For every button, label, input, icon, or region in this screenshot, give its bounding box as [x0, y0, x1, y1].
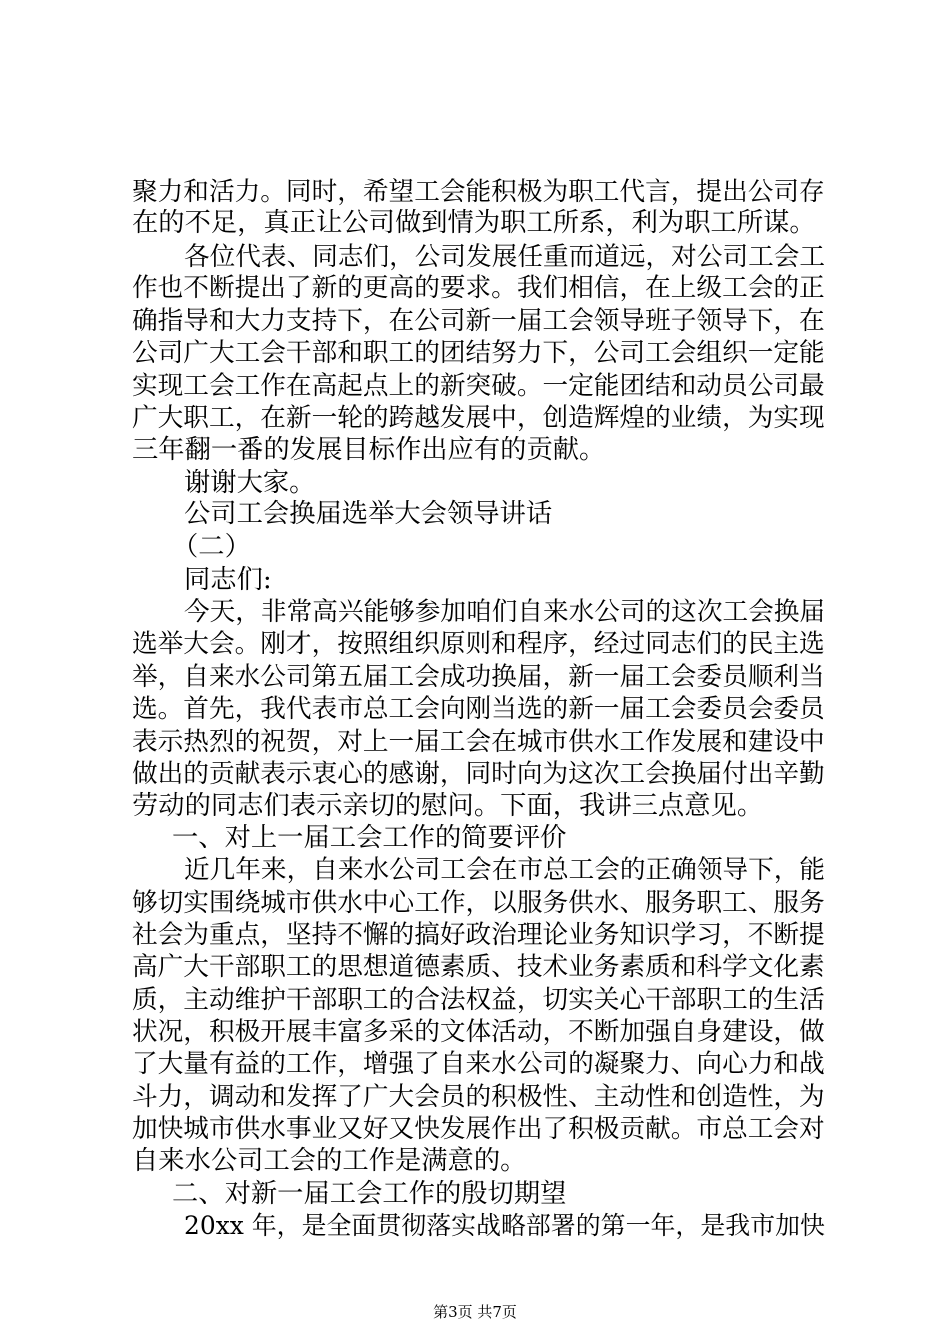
text-line: 劳动的同志们表示亲切的慰问。下面，我讲三点意见。: [132, 791, 764, 821]
text-line: 举，自来水公司第五届工会成功换届，新一届工会委员顺利当: [132, 662, 825, 692]
salutation: 同志们:: [184, 565, 272, 595]
text-line: 了大量有益的工作，增强了自来水公司的凝聚力、向心力和战: [132, 1049, 825, 1079]
section-subtitle: （二）: [172, 532, 251, 562]
text-line: 实现工会工作在高起点上的新突破。一定能团结和动员公司最: [132, 371, 825, 401]
text-line: 各位代表、同志们，公司发展任重而道远，对公司工会工: [184, 242, 826, 272]
text-line: 广大职工，在新一轮的跨越发展中，创造辉煌的业绩，为实现: [132, 403, 825, 433]
text-line: 够切实围绕城市供水中心工作，以服务供水、服务职工、服务: [132, 888, 825, 918]
text-line: 社会为重点，坚持不懈的搞好政治理论业务知识学习，不断提: [132, 920, 825, 950]
page-number: 第3页 共7页: [433, 1303, 517, 1321]
text-line: 聚力和活力。同时，希望工会能积极为职工代言，提出公司存: [132, 177, 825, 207]
text-line: 三年翻一番的发展目标作出应有的贡献。: [132, 435, 606, 465]
text-line: 状况，积极开展丰富多采的文体活动，不断加强自身建设，做: [132, 1017, 825, 1047]
text-line: 做出的贡献表示衷心的感谢，同时向为这次工会换届付出辛勤: [132, 759, 825, 789]
text-line: 自来水公司工会的工作是满意的。: [132, 1146, 527, 1176]
text-line: 选。首先，我代表市总工会向刚当选的新一届工会委员会委员: [132, 694, 825, 724]
text-line: 谢谢大家。: [184, 468, 316, 498]
text-line: 选举大会。刚才，按照组织原则和程序，经过同志们的民主选: [132, 629, 825, 659]
text-line: 确指导和大力支持下，在公司新一届工会领导班子领导下，在: [132, 306, 825, 336]
text-line: 质，主动维护干部职工的合法权益，切实关心干部职工的生活: [132, 985, 825, 1015]
text-line: 加快城市供水事业又好又快发展作出了积极贡献。市总工会对: [132, 1114, 825, 1144]
section-heading: 二、对新一届工会工作的殷切期望: [172, 1179, 567, 1209]
text-line: 今天，非常高兴能够参加咱们自来水公司的这次工会换届: [184, 597, 826, 627]
text-line: 表示热烈的祝贺，对上一届工会在城市供水工作发展和建设中: [132, 727, 825, 757]
text-line: 在的不足，真正让公司做到情为职工所系，利为职工所谋。: [132, 208, 816, 238]
text-line: 斗力，调动和发挥了广大会员的积极性、主动性和创造性，为: [132, 1082, 825, 1112]
text-line: 近几年来，自来水公司工会在市总工会的正确领导下，能: [184, 855, 826, 885]
section-heading: 一、对上一届工会工作的简要评价: [172, 823, 567, 853]
text-line: 20xx 年，是全面贯彻落实战略部署的第一年，是我市加快: [184, 1211, 825, 1240]
text-line: 高广大干部职工的思想道德素质、技术业务素质和科学文化素: [132, 952, 825, 982]
text-line: 公司广大工会干部和职工的团结努力下，公司工会组织一定能: [132, 338, 825, 368]
text-line: 作也不断提出了新的更高的要求。我们相信，在上级工会的正: [132, 273, 825, 303]
section-title: 公司工会换届选举大会领导讲话: [184, 499, 553, 529]
